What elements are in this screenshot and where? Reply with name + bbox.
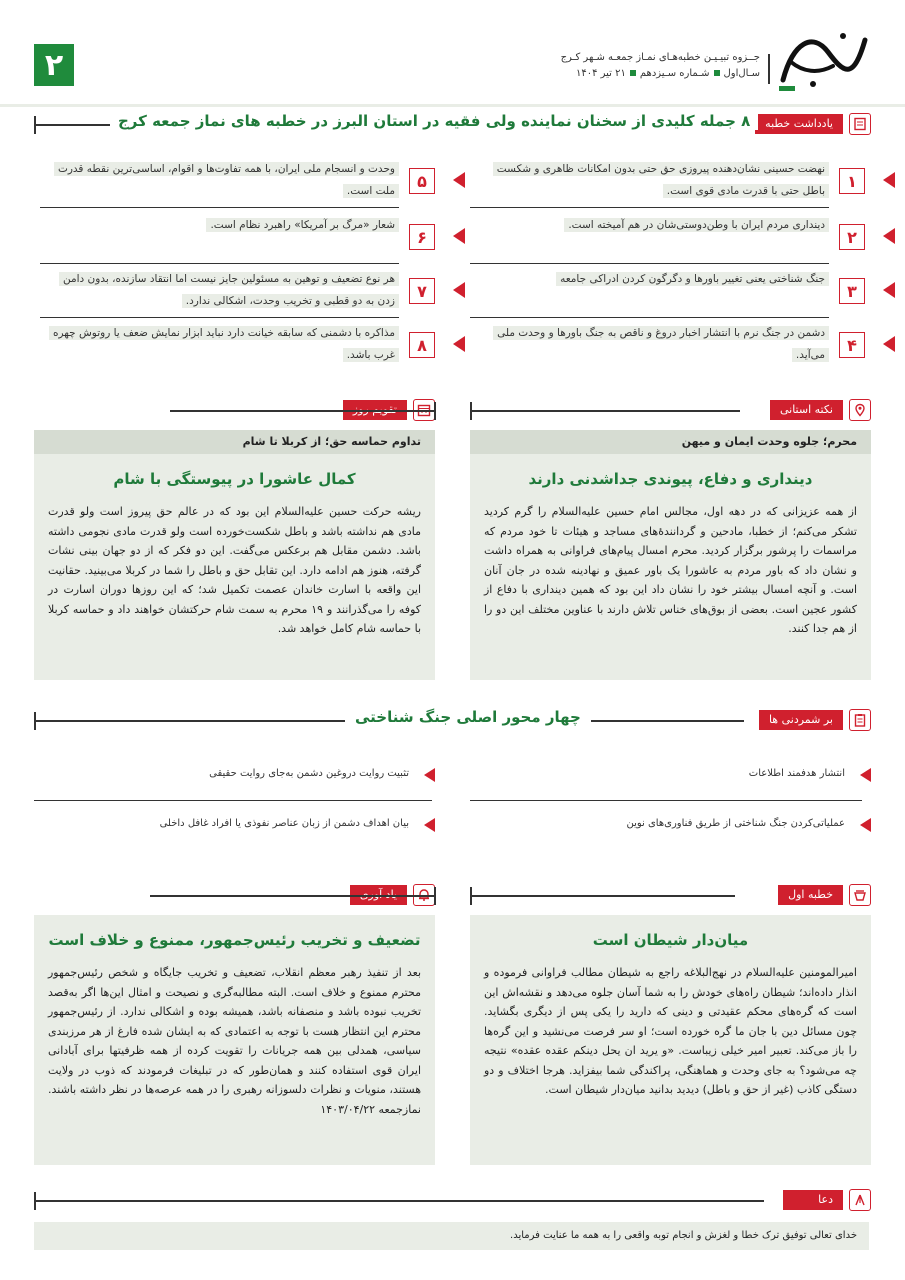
- divider: [150, 895, 435, 897]
- note-text: مذاکره با دشمنی که سابقه خیانت دارد نباید ابزار نمایش ضعف یا روتوش چهره غرب باشد.: [44, 322, 399, 366]
- pointer-arrow-icon: [883, 228, 895, 244]
- note-item-3: [470, 268, 865, 318]
- divider: [34, 1200, 764, 1202]
- notepad-icon: [849, 113, 871, 135]
- pointer-arrow-icon: [453, 172, 465, 188]
- axis-item-1: انتشار هدفمند اطلاعات: [748, 768, 845, 779]
- note-rule: [470, 263, 829, 265]
- note-number: ۷: [409, 278, 435, 304]
- section-label: دعا: [783, 1190, 843, 1210]
- header-rule: [0, 104, 905, 107]
- article-reminder: [34, 915, 435, 1165]
- highlights-title: چهار محور اصلی جنگ شناختی: [345, 708, 591, 726]
- note-number: ۳: [839, 278, 865, 304]
- axis-rule: [34, 800, 432, 801]
- section-label: بر شمردنی ها: [759, 710, 843, 730]
- pointer-arrow-icon: [424, 768, 435, 782]
- note-item-1: [470, 158, 865, 208]
- pointer-arrow-icon: [860, 818, 871, 832]
- brand-logo: [773, 22, 873, 94]
- divider: [470, 895, 735, 897]
- pointer-arrow-icon: [883, 282, 895, 298]
- location-pin-icon: [849, 399, 871, 421]
- section-label: خطبه اول: [778, 885, 843, 905]
- note-text: دشمن در جنگ نرم با انتشار اخبار دروغ و ناقص به جنگ باورها و وحدت ملی می‌آید.: [474, 322, 829, 366]
- note-number: ۸: [409, 332, 435, 358]
- article-point: [470, 430, 871, 680]
- section-tag-point: [770, 400, 871, 420]
- note-text: هر نوع تضعیف و توهین به مسئولین جایز نیست اما انتقاد سازنده، بدون دامن زدن به دو قطبی و تخریب وحدت، اشکالی ندارد.: [44, 268, 399, 312]
- section-tag-prayer: [783, 1190, 871, 1210]
- prayer-text: خدای تعالی توفیق ترک خطا و لغزش و انجام توبه واقعی را به همه ما عنایت فرماید.: [34, 1222, 869, 1250]
- praying-hands-icon: [849, 1189, 871, 1211]
- bullet-icon: [630, 70, 636, 76]
- article-text: امیرالمومنین علیه‌السلام در نهج‌البلاغه راجع به شیطان مطالب فراوانی فرموده و انذار داده‌اند؛ شیطان راه‌های خودش را به شما آسان جلوه می‌دهد و نقشه‌اش این است که گره‌های محکم عقیدتی و دینی که دارید را یکی پس از دیگری بگشاید. چون مسائل دین با جان ما گره خورده است؛ او سر فرصت می‌نشید و این گره‌ها را باز می‌کند. تعبیر امیر خیلی زیباست. «و یرید ان یحل دینکم عقده عقده» نتیجه چه می‌شود؟ به جای وحدت و هماهنگی، پراکندگی شما بیفزاید. هرجا اختلاف و دو دستگی کاذب (غیر از حق و باطل) دیدید بدانید میان‌دار شیطان است.: [484, 966, 857, 1096]
- note-number: ۲: [839, 224, 865, 250]
- section-tag-highlights: [759, 710, 871, 730]
- divider: [470, 410, 740, 412]
- pointer-arrow-icon: [883, 172, 895, 188]
- article-heading: تضعیف و تخریب رئیس‌جمهور، ممنوع و خلاف است: [48, 931, 421, 949]
- divider: [170, 410, 435, 412]
- issue-info: [576, 68, 760, 79]
- note-number: ۶: [409, 224, 435, 250]
- article-calendar: [34, 430, 435, 680]
- pointer-arrow-icon: [453, 282, 465, 298]
- note-rule: [40, 317, 399, 319]
- note-text: وحدت و انسجام ملی ایران، با همه تفاوت‌ها و اقوام، اساسی‌ترین نقطه قدرت ملت است.: [44, 158, 399, 202]
- pointer-arrow-icon: [453, 228, 465, 244]
- note-item-2: [470, 214, 865, 264]
- divider-end: [34, 712, 36, 730]
- axis-item-4: بیان اهداف دشمن از زبان عناصر نفوذی یا افراد غافل داخلی: [159, 818, 409, 829]
- note-item-6: [40, 214, 435, 264]
- note-text: شعار «مرگ بر آمریکا» راهبرد نظام است.: [44, 214, 399, 236]
- divider-end: [34, 1192, 36, 1210]
- divider-end: [434, 402, 436, 420]
- axis-item-3: عملیاتی‌کردن جنگ شناختی از طریق فناوری‌های نوین: [626, 818, 845, 829]
- pointer-arrow-icon: [453, 336, 465, 352]
- divider-end: [470, 402, 472, 420]
- article-heading: میان‌دار شیطان است: [592, 931, 749, 949]
- publication-title: جــزوه تبیـیـن خطبه‌هـای نمـاز جمعـه شـهر کـرج: [560, 52, 760, 63]
- issue-date: ۲۱ تیر ۱۴۰۴: [575, 68, 626, 79]
- note-item-7: [40, 268, 435, 318]
- article-body: [470, 454, 871, 680]
- axis-item-2: تثبیت روایت دروغین دشمن به‌جای روایت حقیقی: [209, 768, 409, 779]
- note-text: جنگ شناختی یعنی تغییر باورها و دگرگون کردن ادراکی جامعه: [474, 268, 829, 290]
- divider-end: [434, 887, 436, 905]
- note-item-8: [40, 322, 435, 372]
- section-label: نکته استانی: [770, 400, 843, 420]
- section-label: یادداشت خطبه: [755, 114, 843, 134]
- note-item-4: [470, 322, 865, 372]
- article-text: بعد از تنفیذ رهبر معظم انقلاب، تضعیف و تخریب جایگاه و شخص رئیس‌جمهور محترم ممنوع و خلاف است. البته مطالبه‌گری و نصیحت و امثال این‌ها اگر به‌قصد تخریب نبوده باشد و منصفانه باشد، همیشه بوده و اشکالی ندارد. از رئیس‌جمهور محترم این انتظار هست با توجه به اعتمادی که به ایشان شده فارغ از هر مرزبندی سیاسی، همدلی بین همه جریانات را تقویت کرده از همه ظرفیتها برای آبادانی ایران قوی استفاده کنند و همان‌طور که در تبلیغات فرمودند که ذوب در ولایت هستند، منویات و نظرات دلسوزانه رهبری را در همه عرصه‌ها در نظر داشته باشند. نمازجمعه ۱۴۰۳/۰۴/۲۲: [48, 966, 421, 1116]
- pointer-arrow-icon: [424, 818, 435, 832]
- page-number: ۲: [34, 44, 74, 86]
- axis-rule: [470, 800, 862, 801]
- article-sermon: [470, 915, 871, 1165]
- note-number: ۴: [839, 332, 865, 358]
- article-subtitle: محرم؛ جلوه وحدت ایمان و میهن: [470, 430, 871, 454]
- pointer-arrow-icon: [883, 336, 895, 352]
- divider-end: [34, 116, 36, 134]
- article-text: از همه عزیزانی که در دهه اول، مجالس امام حسین علیه‌السلام را گرم کردید تشکر می‌کنم؛ از خطبا، مادحین و گردانندۀ‌های مساجد و هیئات تا خود مردم که مراسمات را پرشور برگزار کردید. محرم امسال پیام‌های فراوانی به همراه داشت و نشان داد که باور مردم به عاشورا یک باور عمیق و نهادینه شده در جان آنان است. و آنچه امسال بیشتر خود را نشان داد این بود که همین دینداری با دفاع از کشور عجین است. بعضی از بوق‌های خناس تلاش دارند با عناوین مختلف این دو را از هم جدا کنند.: [484, 505, 857, 635]
- note-rule: [40, 207, 399, 209]
- article-heading: دینداری و دفاع، پیوندی جداشدنی دارند: [528, 470, 813, 488]
- article-heading: کمال عاشورا در پیوستگی با شام: [113, 470, 356, 488]
- article-text: ریشه حرکت حسین علیه‌السلام این بود که در عالم حق پیروز است ولو قدرت مادی هم نداشته باشد و باطل شکست‌خورده است ولو قدرت مادی نجومی داشته باشد. دشمن مقابل هم برعکس می‌گفت. این دو فکر که از دو جهان بینی نشات گرفته، هنوز هم ادامه دارد. این تقابل حق و باطل را شما در کربلا می‌بینید. حقانیت این واقعه با اسارت خاندان عصمت تکمیل شد؛ که این روزها دوران اسارت در کوفه را می‌گذرانند و ۱۹ محرم به سمت شام حرکتشان خواهند داد و حماسه کربلا با حماسه شام کامل خواهد شد.: [48, 505, 421, 635]
- clipboard-icon: [849, 709, 871, 731]
- section-tag-notes: [755, 114, 871, 134]
- issue-year: سـال‌اول: [723, 68, 760, 79]
- note-number: ۵: [409, 168, 435, 194]
- note-rule: [40, 263, 399, 265]
- lectern-icon: [849, 884, 871, 906]
- note-rule: [470, 207, 829, 209]
- note-rule: [470, 317, 829, 319]
- header-separator: [768, 54, 770, 84]
- note-item-5: [40, 158, 435, 208]
- note-text: نهضت حسینی نشان‌دهنده پیروزی حق حتی بدون امکانات ظاهری و شکست باطل حتی با قدرت مادی قوی است.: [474, 158, 829, 202]
- note-number: ۱: [839, 168, 865, 194]
- issue-number: شـماره سـیزدهم: [639, 68, 710, 79]
- notes-title: ۸ جمله کلیدی از سخنان نماینده ولی فقیه در استان البرز در خطبه های نماز جمعه کرج: [110, 112, 758, 130]
- article-body: [34, 454, 435, 680]
- divider-end: [470, 887, 472, 905]
- article-body: [34, 915, 435, 1165]
- article-body: [470, 915, 871, 1165]
- article-subtitle: تداوم حماسه حق؛ از کربلا تا شام: [34, 430, 435, 454]
- section-tag-sermon: [778, 885, 871, 905]
- pointer-arrow-icon: [860, 768, 871, 782]
- note-text: دینداری مردم ایران با وطن‌دوستی‌شان در هم آمیخته است.: [474, 214, 829, 236]
- bullet-icon: [714, 70, 720, 76]
